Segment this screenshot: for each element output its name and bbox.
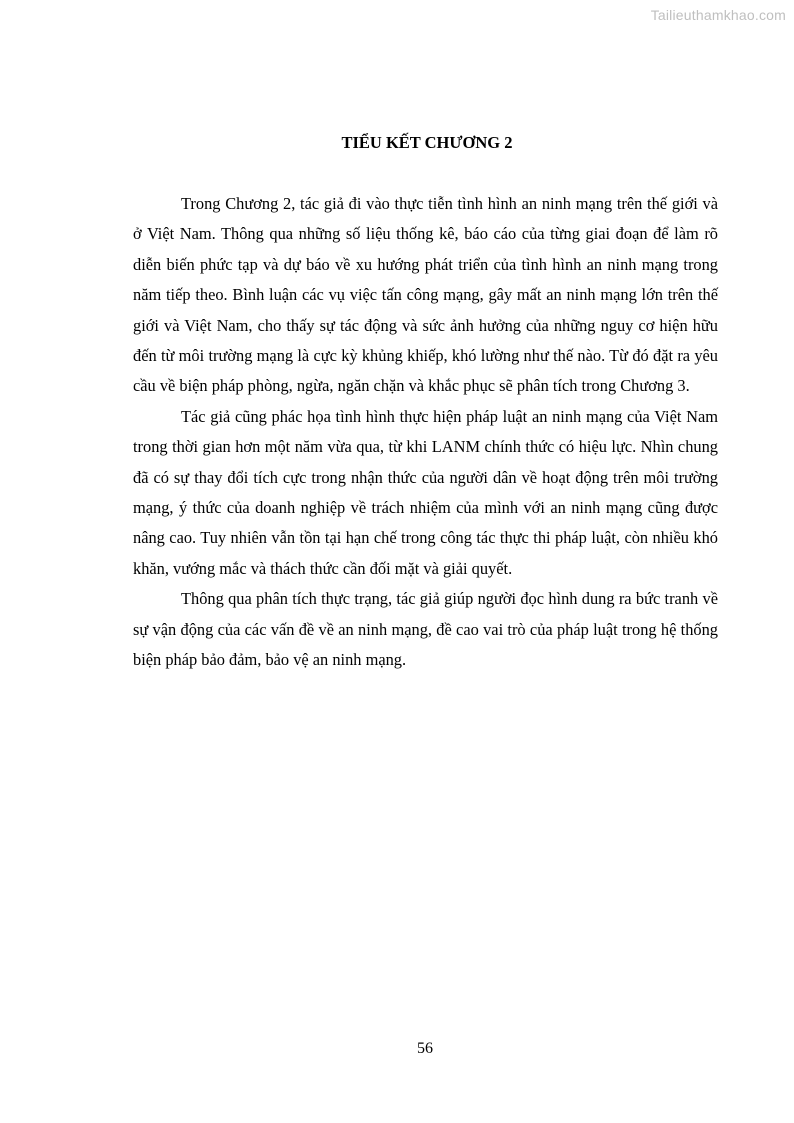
watermark-text: Tailieuthamkhao.com [650, 7, 786, 23]
paragraph-2: Tác giả cũng phác họa tình hình thực hiện pháp luật an ninh mạng của Việt Nam trong thời gian hơn một năm vừa qua, từ khi LANM chính thức có hiệu lực. Nhìn chung đã có sự thay đổi tích cực trong nhận thức của người dân về hoạt động trên môi trường mạng, ý thức của doanh nghiệp về trách nhiệm của mình với an ninh mạng cũng được nâng cao. Tuy nhiên vẫn tồn tại hạn chế trong công tác thực thi pháp luật, còn nhiều khó khăn, vướng mắc và thách thức cần đối mặt và giải quyết. [133, 406, 718, 578]
paragraph-3: Thông qua phân tích thực trạng, tác giả giúp người đọc hình dung ra bức tranh về sự vận động của các vấn đề về an ninh mạng, đề cao vai trò của pháp luật trong hệ thống biện pháp bảo đảm, bảo vệ an ninh mạng. [133, 589, 718, 670]
page-title: TIỂU KẾT CHƯƠNG 2 [341, 133, 513, 152]
body-text [133, 189, 718, 676]
page-number: 56 [417, 1040, 433, 1057]
paragraph-1: Trong Chương 2, tác giả đi vào thực tiễn tình hình an ninh mạng trên thế giới và ở Việt Nam. Thông qua những số liệu thống kê, báo cáo của từng giai đoạn để làm rõ diễn biến phức tạp và dự báo về xu hướng phát triển của tình hình an ninh mạng trong năm tiếp theo. Bình luận các vụ việc tấn công mạng, gây mất an ninh mạng lớn trên thế giới và Việt Nam, cho thấy sự tác động và sức ảnh hưởng của những nguy cơ hiện hữu đến từ môi trường mạng là cực kỳ khủng khiếp, khó lường như thế nào. Từ đó đặt ra yêu cầu về biện pháp phòng, ngừa, ngăn chặn và khắc phục sẽ phân tích trong Chương 3. [133, 194, 718, 396]
